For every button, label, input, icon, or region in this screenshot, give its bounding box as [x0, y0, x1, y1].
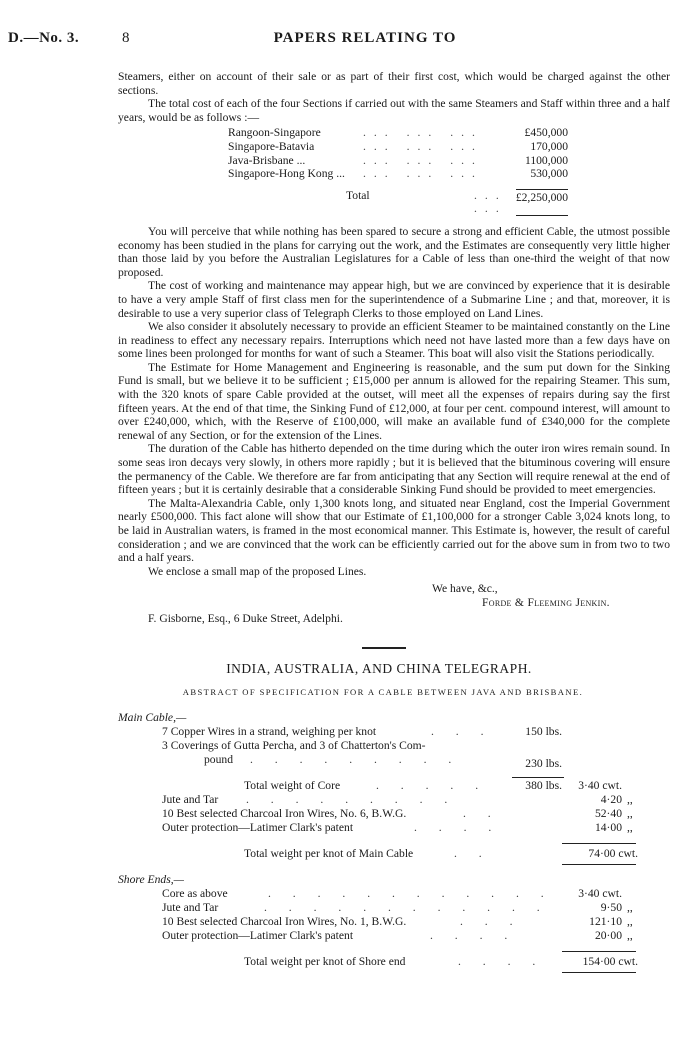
paragraph: The duration of the Cable has hitherto depended on the time during which the outer iron wires remain sound. In some seas iron decays very slowly, in others more rapidly ; but it is believed that the bituminous covering will ensure the permanency of the Cable. We therefore are far from anticipating that any Section will require renewal at the end of fifteen years ; but it is certainly desirable that a considerable Sinking Fund should be provided to meet emergencies. [118, 442, 670, 497]
sum-line [562, 972, 636, 973]
total-row [228, 187, 568, 216]
section-amount: 170,000 [530, 139, 568, 153]
paragraph: The Estimate for Home Management and Engineering is reasonable, and the sum put down for the Sinking Fund is small, but we believe it to be sufficient ; £15,000 per annum is allowed for the repairing Steamer. This sum, with the 320 knots of spare Cable provided at the outset, will meet all the expenses of repairs during say the first fifteen years. At the end of that time, the Sinking Fund of £12,000, at four per cent. compound interest, will amount to over £240,000, which, with the Reserve of £100,000, will make an available fund of £340,000 for the complete renewal of any Section, or for the extension of the Lines. [118, 360, 670, 442]
document-reference: D.—No. 3. [8, 30, 80, 46]
table-row [118, 779, 670, 793]
item-description: 7 Copper Wires in a strand, weighing per knot [162, 725, 377, 739]
closing: We have, &c., [432, 582, 498, 596]
item-description: 10 Best selected Charcoal Iron Wires, No. 1, B.W.G. [162, 915, 407, 929]
table-row [118, 807, 670, 821]
section-name: Singapore-Batavia [228, 139, 315, 153]
sum-line [562, 951, 636, 952]
item-description: Core as above [162, 887, 228, 901]
leader-dots: ... ... ... [363, 153, 483, 167]
ditto-mark: ,, [627, 929, 633, 943]
item-description: 3 Coverings of Gutta Percha, and 3 of Chatterton's Com- [162, 739, 426, 753]
page-header [0, 30, 700, 54]
leader-dots: . . . . . . . . . [250, 753, 461, 767]
leader-dots: . . . . . [376, 779, 488, 793]
leader-dots: . . . . [414, 821, 501, 835]
total-amount: £2,250,000 [516, 189, 568, 216]
item-description: Jute and Tar [162, 793, 219, 807]
item-description: Jute and Tar [162, 901, 219, 915]
weight-cwt: 3·40 cwt. [578, 887, 622, 901]
list-item [118, 711, 670, 725]
paragraph: We enclose a small map of the proposed Lines. [148, 564, 367, 578]
spec-subheading: ABSTRACT OF SPECIFICATION FOR A CABLE BETWEEN JAVA AND BRISBANE. [182, 686, 584, 697]
section-amount: £450,000 [524, 126, 568, 140]
leader-dots: . . . . . . . . . . . . [264, 901, 550, 915]
paragraph: Steamers, either on account of their sale or as part of their first cost, which would be charged against the other sections. [118, 70, 670, 97]
paragraph: The Malta-Alexandria Cable, only 1,300 knots long, and situated near England, cost the Imperial Government nearly £500,000. This fact alone will show that our Estimate of £1,100,000 for a stronger Cable 3,024 knots long, to be laid in Australian waters, is framed in the most economical manner. This Estimate is, however, the result of careful consideration ; and we are convinced that the work can be efficiently carried out for the above sum in from two to two and a half years. [118, 496, 670, 565]
item-description: 10 Best selected Charcoal Iron Wires, No. 6, B.W.G. [162, 807, 407, 821]
weight-lbs: 230 lbs. [525, 757, 562, 771]
table-row [118, 847, 670, 861]
signature: Forde & Fleeming Jenkin. [482, 595, 610, 609]
main-cable-label: Main Cable,— [118, 711, 187, 725]
table-row [228, 154, 568, 168]
addressee: F. Gisborne, Esq., 6 Duke Street, Adelphi. [148, 611, 343, 625]
running-title: PAPERS RELATING TO [273, 30, 457, 46]
weight-cwt: 3·40 cwt. [578, 779, 622, 793]
specification-table [118, 711, 670, 969]
table-row [118, 821, 670, 835]
item-description: Outer protection—Latimer Clark's patent [162, 929, 354, 943]
section-cost-table [228, 126, 568, 216]
paragraph: The cost of working and maintenance may appear high, but we are convinced by experience that it is desirable to have a very ample Staff of first class men for the superintendence of a Submarine Line ; and that, moreover, it is desirable to use a very superior class of Telegraph Clerks to those employed on Land Lines. [118, 279, 670, 320]
weight-lbs: 380 lbs. [525, 779, 562, 793]
table-row [118, 793, 670, 807]
list-item [118, 873, 670, 887]
weight-lbs: 150 lbs. [525, 725, 562, 739]
leader-dots: ... ... ... [363, 167, 483, 181]
weight-cwt: 121·10 [589, 915, 622, 929]
table-row [118, 739, 670, 753]
section-amount: 530,000 [530, 167, 568, 181]
paragraph: We also consider it absolutely necessary to provide an efficient Steamer to be maintained constantly on the Line in readiness to effect any necessary repairs. Interruptions which need not have lasted more than a few days have on some lines been prolonged for months for want of such a Steamer. This boat will also visit the Stations periodically. [118, 320, 670, 361]
ditto-mark: ,, [627, 821, 633, 835]
section-amount: 1100,000 [524, 153, 568, 167]
table-row [118, 901, 670, 915]
leader-dots: . . [454, 847, 492, 861]
ditto-mark: ,, [627, 915, 633, 929]
table-row [118, 753, 670, 771]
table-row [228, 140, 568, 154]
leader-dots: . . . . [458, 955, 545, 969]
section-name: Rangoon-Singapore [228, 126, 321, 140]
sum-line [512, 777, 564, 778]
total-label: Total weight per knot of Shore end [244, 955, 406, 969]
section-name: Singapore-Hong Kong ... [228, 167, 345, 181]
weight-cwt: 52·40 [594, 807, 622, 821]
item-description: Outer protection—Latimer Clark's patent [162, 821, 354, 835]
weight-cwt: 154·00 cwt. [582, 955, 638, 969]
total-label: Total weight per knot of Main Cable [244, 847, 414, 861]
weight-cwt: 74·00 cwt. [588, 847, 638, 861]
total-label: Total [346, 188, 370, 202]
weight-cwt: 20·00 [594, 929, 622, 943]
section-name: Java-Brisbane ... [228, 153, 306, 167]
spec-heading: INDIA, AUSTRALIA, AND CHINA TELEGRAPH. [226, 661, 532, 677]
ditto-mark: ,, [627, 793, 633, 807]
paragraph: You will perceive that while nothing has been spared to secure a strong and efficient Cable, the utmost possible economy has been studied in the plans for carrying out the work, and the Estimates are consequently very little higher than those laid by you before the Australian Legislatures for a Cable of less than one-third the weight of that now proposed. [118, 224, 670, 279]
leader-dots: . . . [431, 725, 493, 739]
table-row [118, 915, 670, 929]
total-label: Total weight of Core [244, 779, 341, 793]
weight-cwt: 9·50 [600, 901, 622, 915]
page-number: 8 [122, 30, 130, 46]
leader-dots: ... ... ... [363, 126, 483, 140]
weight-cwt: 14·00 [594, 821, 622, 835]
ditto-mark: ,, [627, 807, 633, 821]
item-description: pound [204, 753, 233, 767]
leader-dots: . . [463, 807, 501, 821]
divider [362, 647, 406, 649]
ditto-mark: ,, [627, 901, 633, 915]
leader-dots: . . . [460, 915, 522, 929]
table-row [118, 725, 670, 739]
leader-dots: . . . . . . . . . . . . [268, 887, 554, 901]
table-row [118, 955, 670, 969]
table-row [228, 126, 568, 140]
table-row [118, 929, 670, 943]
leader-dots: ... ... [474, 188, 507, 216]
shore-ends-label: Shore Ends,— [118, 873, 184, 887]
table-row [228, 167, 568, 181]
leader-dots: ... ... ... [363, 139, 483, 153]
letter-body [118, 70, 670, 969]
leader-dots: . . . . . . . . . [246, 793, 457, 807]
table-row [118, 887, 670, 901]
sum-line [562, 843, 636, 844]
signature-block [118, 582, 670, 609]
sum-line [562, 864, 636, 865]
leader-dots: . . . . [430, 929, 517, 943]
weight-cwt: 4·20 [600, 793, 622, 807]
paragraph: The total cost of each of the four Sections if carried out with the same Steamers and Staff within three and a half years, would be as follows :— [118, 97, 670, 124]
